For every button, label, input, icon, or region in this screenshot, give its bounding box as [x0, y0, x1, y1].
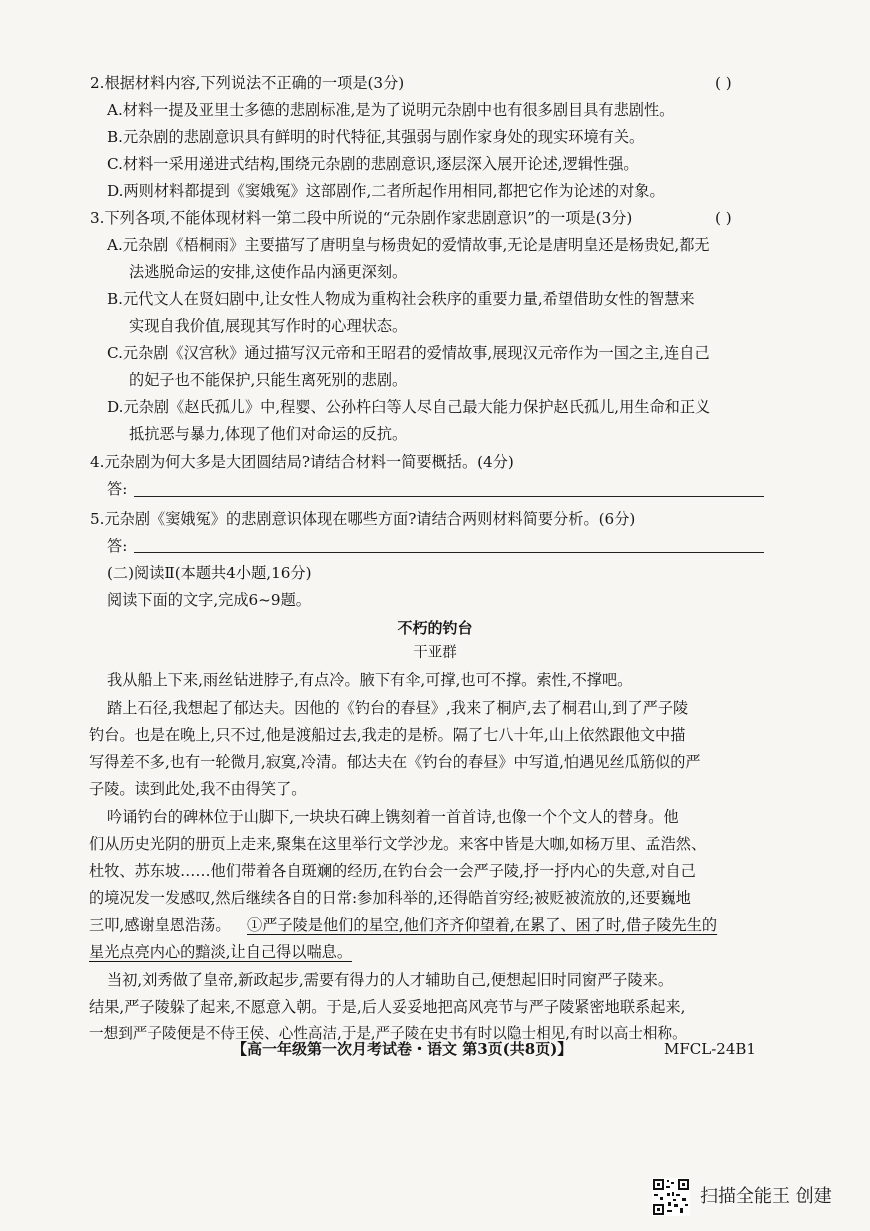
- passage-line: 杜牧、苏东坡……他们带着各自斑斓的经历,在钓台会一会严子陵,抒一抒内心的失意,对自己: [89, 862, 696, 880]
- passage-line: 钓台。也是在晚上,只不过,他是渡船过去,我走的是桥。隔了七八十年,山上依然跟他文中描: [89, 726, 686, 744]
- q2-answer-paren: ( ): [715, 74, 732, 92]
- passage-line: 子陵。读到此处,我不由得笑了。: [89, 780, 307, 798]
- section-instruction: 阅读下面的文字,完成6~9题。: [107, 591, 311, 609]
- q4-answer-label: 答:: [107, 480, 128, 498]
- passage-underlined-sentence-1-cont: 星光点亮内心的黯淡,让自己得以喘息。: [89, 943, 353, 961]
- passage-line: 一想到严子陵便是不侍王侯、心性高洁,于是,严子陵在史书有时以隐士相见,有时以高士相称。: [89, 1025, 687, 1042]
- passage-line: 我从船上下来,雨丝钻进脖子,有点冷。腋下有伞,可撑,也可不撑。索性,不撑吧。: [107, 671, 633, 689]
- qr-code-icon: [652, 1178, 690, 1216]
- passage-line: 结果,严子陵躲了起来,不愿意入朝。于是,后人妥妥地把高风亮节与严子陵紧密地联系起来,: [89, 998, 686, 1016]
- q4-answer-line[interactable]: [134, 496, 764, 497]
- passage-line: 踏上石径,我想起了郁达夫。因他的《钓台的春昼》,我来了桐庐,去了桐君山,到了严子陵: [107, 699, 689, 717]
- q3-option-a-cont: 法逃脱命运的安排,这使作品内涵更深刻。: [129, 263, 408, 281]
- q3-option-c: C.元杂剧《汉宫秋》通过描写汉元帝和王昭君的爱情故事,展现汉元帝作为一国之主,连自己: [107, 344, 710, 362]
- q5-answer-line[interactable]: [134, 552, 764, 553]
- q2-option-a: A.材料一提及亚里士多德的悲剧标准,是为了说明元杂剧中也有很多剧目具有悲剧性。: [107, 101, 675, 119]
- q3-answer-paren: ( ): [715, 209, 732, 227]
- q2-stem: 2.根据材料内容,下列说法不正确的一项是(3分): [90, 74, 405, 92]
- q3-option-d: D.元杂剧《赵氏孤儿》中,程婴、公孙杵臼等人尽自己最大能力保护赵氏孤儿,用生命和正义: [107, 398, 711, 416]
- q3-option-b: B.元代文人在贤妇剧中,让女性人物成为重构社会秩序的重要力量,希望借助女性的智慧来: [107, 290, 695, 308]
- passage-author: 干亚群: [413, 645, 457, 661]
- passage-line: 当初,刘秀做了皇帝,新政起步,需要有得力的人才辅助自己,便想起旧时同窗严子陵来。: [107, 971, 674, 989]
- q3-option-c-cont: 的妃子也不能保护,只能生离死别的悲剧。: [129, 371, 408, 389]
- passage-title: 不朽的钓台: [397, 619, 473, 637]
- passage-underlined-sentence-1: ①严子陵是他们的星空,他们齐齐仰望着,在累了、困了时,借子陵先生的: [247, 916, 718, 934]
- q3-option-d-cont: 抵抗恶与暴力,体现了他们对命运的反抗。: [129, 425, 408, 443]
- q5-answer-label: 答:: [107, 537, 128, 555]
- q5-stem: 5.元杂剧《窦娥冤》的悲剧意识体现在哪些方面?请结合两则材料简要分析。(6分): [90, 510, 636, 528]
- q3-option-b-cont: 实现自我价值,展现其写作时的心理状态。: [129, 317, 408, 335]
- exam-code: MFCL-24B1: [664, 1040, 756, 1058]
- section-heading: (二)阅读Ⅱ(本题共4小题,16分): [107, 564, 312, 582]
- passage-line: 三叩,感谢皇恩浩荡。: [89, 916, 231, 934]
- q3-stem: 3.下列各项,不能体现材料一第二段中所说的“元杂剧作家悲剧意识”的一项是(3分): [90, 209, 633, 227]
- passage-line: 吟诵钓台的碑林位于山脚下,一块块石碑上镌刻着一首首诗,也像一个个文人的替身。他: [107, 808, 679, 826]
- passage-line: 们从历史光阴的册页上走来,聚集在这里举行文学沙龙。来客中皆是大咖,如杨万里、孟浩然、: [89, 835, 707, 853]
- q2-option-b: B.元杂剧的悲剧意识具有鲜明的时代特征,其强弱与剧作家身处的现实环境有关。: [107, 128, 645, 146]
- page-footer: 【高一年级第一次月考试卷・语文 第3页(共8页)】: [232, 1040, 573, 1058]
- passage-line: 写得差不多,也有一轮微月,寂寞,冷清。郁达夫在《钓台的春昼》中写道,怕遇见丝瓜筋似的严: [89, 753, 701, 771]
- scanner-watermark: 扫描全能王 创建: [700, 1186, 832, 1207]
- q3-option-a: A.元杂剧《梧桐雨》主要描写了唐明皇与杨贵妃的爱情故事,无论是唐明皇还是杨贵妃,都无: [107, 236, 710, 254]
- q4-stem: 4.元杂剧为何大多是大团圆结局?请结合材料一简要概括。(4分): [90, 453, 514, 471]
- q2-option-d: D.两则材料都提到《窦娥冤》这部剧作,二者所起作用相同,都把它作为论述的对象。: [107, 182, 665, 200]
- passage-line: 的境况发一发感叹,然后继续各自的日常:参加科举的,还得皓首穷经;被贬被流放的,还要巍地: [89, 889, 691, 907]
- q2-option-c: C.材料一采用递进式结构,围绕元杂剧的悲剧意识,逐层深入展开论述,逻辑性强。: [107, 155, 639, 173]
